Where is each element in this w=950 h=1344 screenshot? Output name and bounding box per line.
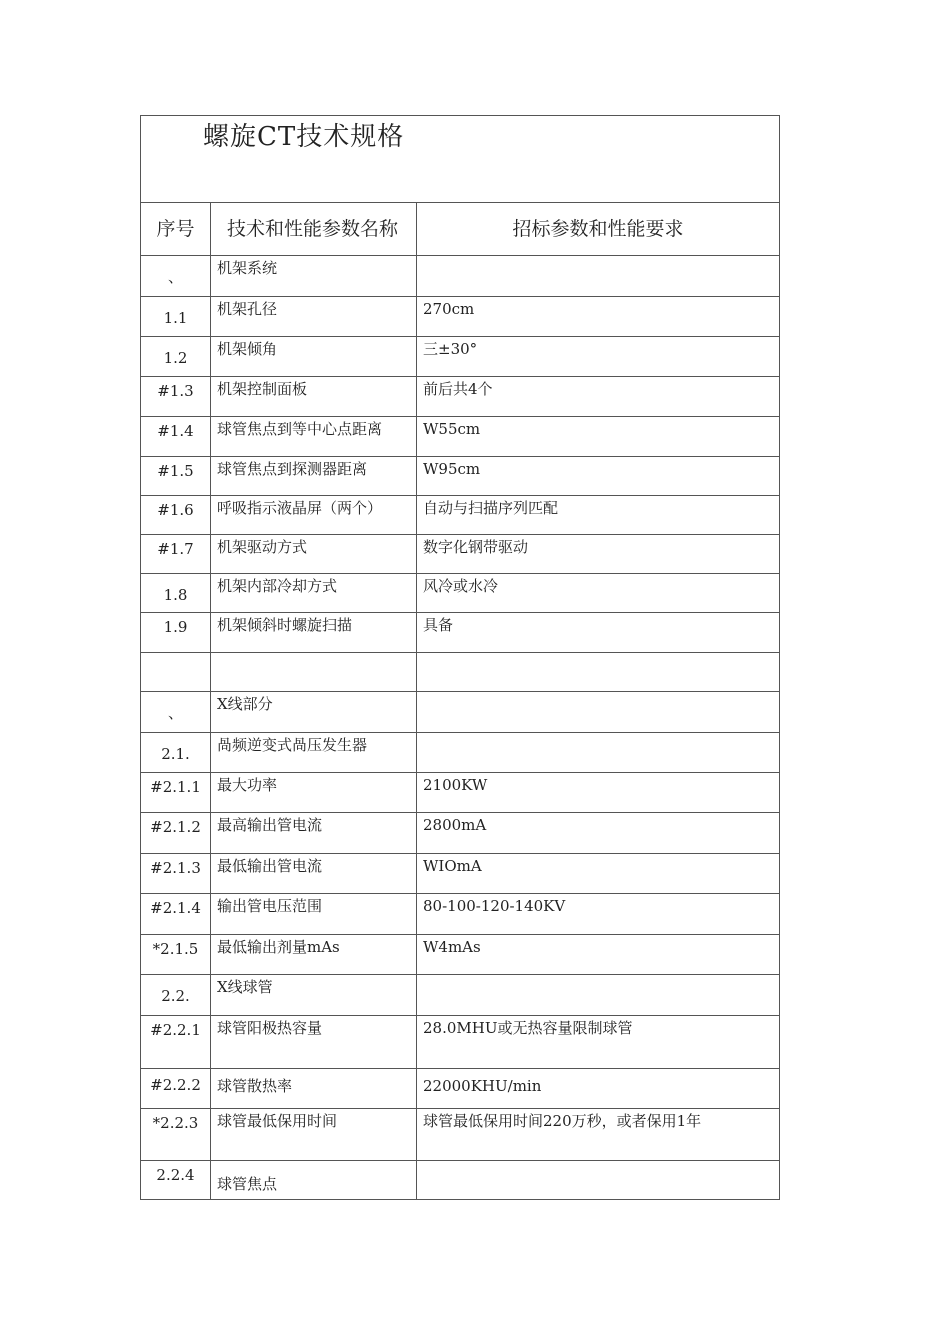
row-name: 最低输出管电流 — [217, 857, 323, 875]
row-requirement — [423, 975, 779, 978]
table-row — [141, 337, 780, 377]
row-no — [141, 653, 210, 658]
row-name: 球管焦点 — [217, 1175, 278, 1193]
row-name: 咼频逆变式咼压发生器 — [217, 736, 368, 754]
row-requirement: W55cm — [423, 420, 481, 438]
row-no: 1.1 — [163, 309, 188, 327]
row-requirement: 80-100-120-140KV — [423, 897, 566, 915]
table-row — [141, 496, 780, 535]
row-no: #2.1.1 — [150, 778, 201, 796]
row-name: 球管焦点到探测器距离 — [217, 460, 368, 478]
row-no: 1.2 — [163, 349, 188, 367]
row-name: 机架驱动方式 — [217, 538, 308, 556]
row-name: 球管最低保用时间 — [217, 1112, 338, 1130]
header-requirement: 招标参数和性能要求 — [417, 203, 780, 256]
table-row — [141, 417, 780, 457]
row-requirement: 数字化钢带驱动 — [423, 538, 529, 556]
row-no: 2.1. — [161, 745, 190, 763]
table-row — [141, 457, 780, 496]
table-row — [141, 813, 780, 854]
row-requirement: 270cm — [423, 300, 475, 318]
row-name: 球管散热率 — [217, 1077, 293, 1095]
row-no: #2.1.4 — [150, 899, 201, 917]
row-requirement: 22000KHU/min — [423, 1077, 542, 1095]
title-row — [141, 116, 780, 203]
table-row — [141, 854, 780, 894]
table-row — [141, 256, 780, 297]
row-requirement: 风冷或水冷 — [423, 577, 499, 595]
row-name: 机架控制面板 — [217, 380, 308, 398]
table-row — [141, 1161, 780, 1200]
row-requirement: W95cm — [423, 460, 481, 478]
spec-table — [140, 115, 780, 1200]
row-no: #1.4 — [157, 422, 194, 440]
header-name: 技术和性能参数名称 — [211, 203, 417, 256]
row-no: #1.7 — [157, 540, 194, 558]
row-name: 输出管电压范围 — [217, 897, 323, 915]
table-row — [141, 377, 780, 417]
row-name: 机架孔径 — [217, 300, 278, 318]
row-requirement: 球管最低保用时间220万秒，或者保用1年 — [423, 1112, 702, 1130]
table-row — [141, 535, 780, 574]
row-name: 最低输出剂量mAs — [217, 938, 340, 956]
table-row — [141, 935, 780, 975]
row-name: 球管阳极热容量 — [217, 1019, 323, 1037]
table-row-empty — [141, 653, 780, 692]
row-requirement — [423, 653, 779, 656]
table-row — [141, 733, 780, 773]
row-no: 1.9 — [163, 618, 188, 636]
table-row — [141, 692, 780, 733]
row-requirement: WIOmA — [423, 857, 482, 875]
row-no: #1.3 — [157, 382, 194, 400]
row-requirement: 2100KW — [423, 776, 488, 794]
row-name — [217, 653, 416, 656]
spec-document — [140, 115, 779, 1200]
row-no: #2.1.2 — [150, 818, 201, 836]
table-row — [141, 975, 780, 1016]
row-requirement: 具备 — [423, 616, 454, 634]
row-no: 1.8 — [163, 586, 188, 604]
table-row — [141, 574, 780, 613]
row-requirement: 前后共4个 — [423, 380, 493, 398]
row-name: 机架倾斜时螺旋扫描 — [217, 616, 353, 634]
row-name: 呼吸指示液晶屏（两个） — [217, 499, 383, 517]
row-no: #2.1.3 — [150, 859, 201, 877]
title-cell — [141, 116, 780, 203]
row-name: X线球管 — [217, 978, 273, 996]
row-no: #2.2.1 — [150, 1021, 201, 1039]
row-requirement — [423, 1161, 779, 1164]
table-row — [141, 894, 780, 935]
row-no: #2.2.2 — [150, 1076, 201, 1094]
row-requirement: 2800mA — [423, 816, 487, 834]
row-name: 最大功率 — [217, 776, 278, 794]
row-requirement — [423, 692, 779, 695]
row-no: #1.5 — [157, 462, 194, 480]
row-name: 球管焦点到等中心点距离 — [217, 420, 383, 438]
table-row — [141, 1109, 780, 1161]
table-row — [141, 1016, 780, 1069]
row-no: 2.2. — [161, 987, 190, 1005]
table-row — [141, 773, 780, 813]
row-no: *2.2.3 — [152, 1114, 199, 1132]
row-requirement: 28.0MHU或无热容量限制球管 — [423, 1019, 633, 1037]
row-name: X线部分 — [217, 695, 273, 713]
table-row — [141, 1069, 780, 1109]
header-no: 序号 — [141, 203, 211, 256]
row-requirement — [423, 256, 779, 259]
row-no: 、 — [167, 268, 183, 286]
row-requirement: W4mAs — [423, 938, 481, 956]
row-no: *2.1.5 — [152, 940, 199, 958]
table-row — [141, 613, 780, 653]
header-row — [141, 203, 780, 256]
row-name: 最高输出管电流 — [217, 816, 323, 834]
row-requirement: 自动与扫描序列匹配 — [423, 499, 559, 517]
row-requirement — [423, 733, 779, 736]
row-no: #1.6 — [157, 501, 194, 519]
row-name: 机架内部冷却方式 — [217, 577, 338, 595]
row-no: 、 — [167, 704, 183, 722]
row-no: 2.2.4 — [156, 1166, 195, 1184]
table-row — [141, 297, 780, 337]
row-requirement: 三±30° — [423, 340, 478, 358]
page-title: 螺旋CT技术规格 — [203, 122, 405, 152]
row-name: 机架系统 — [217, 259, 278, 277]
row-name: 机架倾角 — [217, 340, 278, 358]
